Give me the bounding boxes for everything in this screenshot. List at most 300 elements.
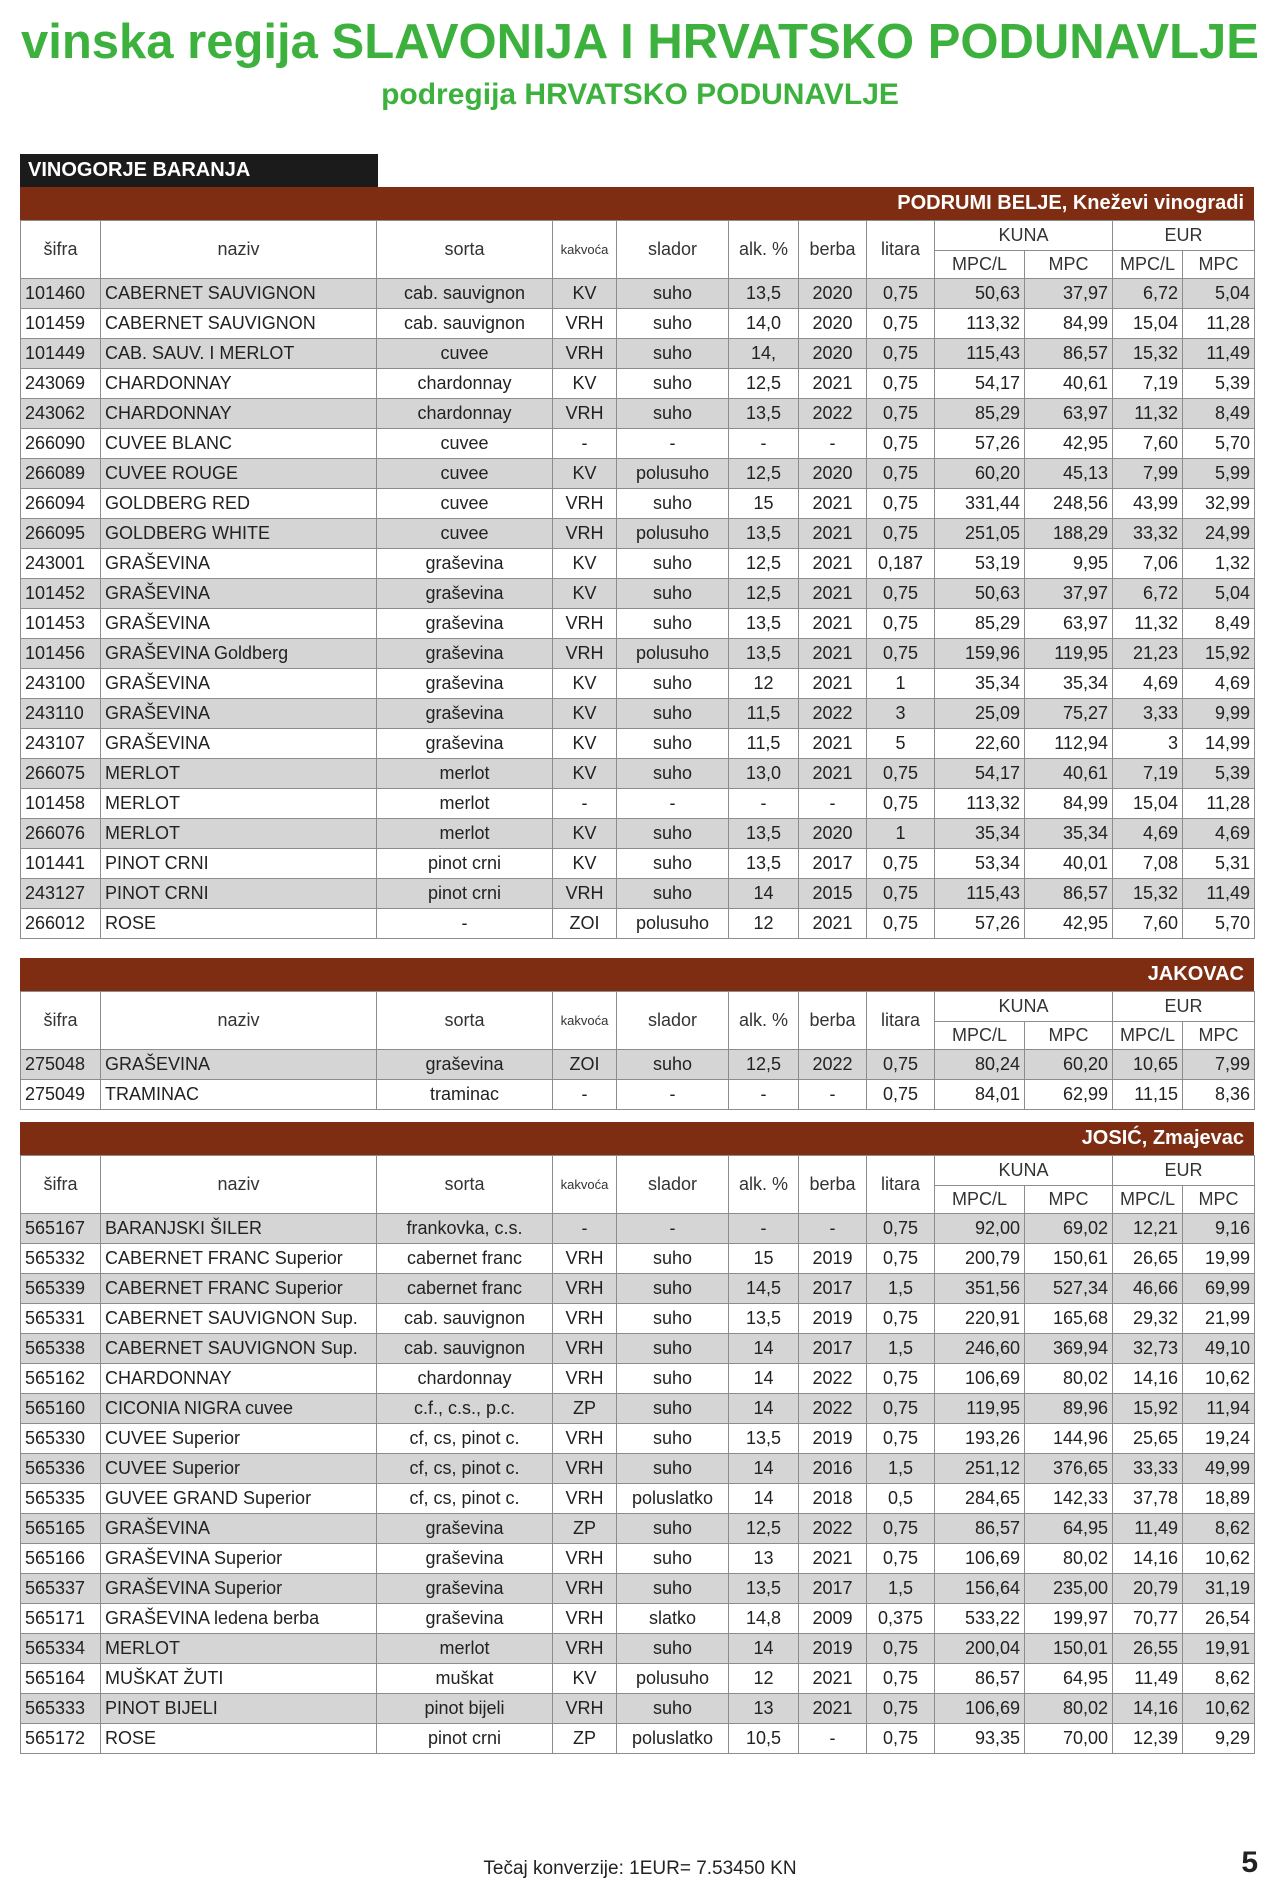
cell-eur-mpc: 8,36 — [1183, 1080, 1255, 1110]
cell-naziv: PINOT CRNI — [101, 849, 377, 879]
cell-berba: 2017 — [799, 1274, 867, 1304]
cell-sorta: pinot crni — [377, 849, 553, 879]
cell-kuna-mpc: 86,57 — [1025, 339, 1113, 369]
cell-alk: 13,5 — [729, 1304, 799, 1334]
cell-kuna-mpc: 376,65 — [1025, 1454, 1113, 1484]
cell-slador: polusuho — [617, 459, 729, 489]
cell-alk: 13,5 — [729, 1424, 799, 1454]
cell-kuna-mpcl: 54,17 — [935, 369, 1025, 399]
cell-berba: 2021 — [799, 1664, 867, 1694]
cell-naziv: GRAŠEVINA — [101, 669, 377, 699]
cell-sorta: graševina — [377, 699, 553, 729]
cell-naziv: GRAŠEVINA — [101, 699, 377, 729]
cell-eur-mpcl: 11,32 — [1113, 609, 1183, 639]
cell-berba: 2022 — [799, 1050, 867, 1080]
table-row — [21, 879, 1255, 909]
cell-kuna-mpc: 369,94 — [1025, 1334, 1113, 1364]
cell-litara: 0,75 — [867, 1364, 935, 1394]
cell-alk: 14,0 — [729, 309, 799, 339]
cell-sorta: muškat — [377, 1664, 553, 1694]
cell-sifra: 565332 — [21, 1244, 101, 1274]
cell-kuna-mpcl: 60,20 — [935, 459, 1025, 489]
cell-kuna-mpcl: 200,04 — [935, 1634, 1025, 1664]
col-kuna-mpc: MPC — [1025, 251, 1113, 279]
cell-kuna-mpc: 144,96 — [1025, 1424, 1113, 1454]
cell-litara: 0,75 — [867, 1394, 935, 1424]
cell-sifra: 275049 — [21, 1080, 101, 1110]
cell-kuna-mpc: 84,99 — [1025, 309, 1113, 339]
cell-naziv: BARANJSKI ŠILER — [101, 1214, 377, 1244]
cell-kakvoca: VRH — [553, 609, 617, 639]
cell-eur-mpcl: 4,69 — [1113, 669, 1183, 699]
cell-eur-mpc: 5,70 — [1183, 429, 1255, 459]
cell-kuna-mpc: 84,99 — [1025, 789, 1113, 819]
col-naziv: naziv — [101, 221, 377, 279]
cell-eur-mpcl: 4,69 — [1113, 819, 1183, 849]
table-row — [21, 1244, 1255, 1274]
cell-eur-mpcl: 12,39 — [1113, 1724, 1183, 1754]
cell-slador: polusuho — [617, 519, 729, 549]
cell-berba: 2021 — [799, 579, 867, 609]
table-row — [21, 1304, 1255, 1334]
cell-kuna-mpcl: 50,63 — [935, 579, 1025, 609]
cell-sifra: 101459 — [21, 309, 101, 339]
cell-slador: poluslatko — [617, 1724, 729, 1754]
table-row — [21, 1634, 1255, 1664]
cell-sifra: 565331 — [21, 1304, 101, 1334]
cell-sifra: 266095 — [21, 519, 101, 549]
table-row — [21, 429, 1255, 459]
cell-berba: 2022 — [799, 1514, 867, 1544]
cell-eur-mpcl: 25,65 — [1113, 1424, 1183, 1454]
cell-kuna-mpc: 45,13 — [1025, 459, 1113, 489]
cell-sifra: 565165 — [21, 1514, 101, 1544]
cell-kuna-mpcl: 53,19 — [935, 549, 1025, 579]
cell-eur-mpcl: 20,79 — [1113, 1574, 1183, 1604]
cell-eur-mpc: 15,92 — [1183, 639, 1255, 669]
cell-eur-mpcl: 15,32 — [1113, 879, 1183, 909]
cell-kuna-mpc: 62,99 — [1025, 1080, 1113, 1110]
cell-litara: 0,187 — [867, 549, 935, 579]
cell-kuna-mpc: 235,00 — [1025, 1574, 1113, 1604]
cell-sifra: 243127 — [21, 879, 101, 909]
col-kuna: KUNA — [935, 1156, 1113, 1186]
cell-sifra: 565162 — [21, 1364, 101, 1394]
cell-kuna-mpcl: 35,34 — [935, 669, 1025, 699]
cell-naziv: CABERNET SAUVIGNON — [101, 309, 377, 339]
cell-berba: 2009 — [799, 1604, 867, 1634]
cell-alk: 14,5 — [729, 1274, 799, 1304]
cell-naziv: CHARDONNAY — [101, 369, 377, 399]
cell-berba: 2021 — [799, 489, 867, 519]
cell-alk: 13 — [729, 1694, 799, 1724]
table-row — [21, 549, 1255, 579]
cell-kuna-mpcl: 106,69 — [935, 1544, 1025, 1574]
cell-litara: 0,75 — [867, 1424, 935, 1454]
cell-slador: suho — [617, 1364, 729, 1394]
cell-litara: 0,75 — [867, 309, 935, 339]
cell-eur-mpcl: 33,32 — [1113, 519, 1183, 549]
cell-alk: 13,5 — [729, 279, 799, 309]
cell-slador: suho — [617, 1574, 729, 1604]
col-alk: alk. % — [729, 992, 799, 1050]
cell-naziv: GRAŠEVINA Superior — [101, 1544, 377, 1574]
cell-kakvoca: VRH — [553, 1604, 617, 1634]
col-kuna-mpc: MPC — [1025, 1186, 1113, 1214]
page-number: 5 — [1241, 1846, 1258, 1879]
cell-naziv: CUVEE Superior — [101, 1424, 377, 1454]
cell-sifra: 266076 — [21, 819, 101, 849]
cell-kuna-mpcl: 156,64 — [935, 1574, 1025, 1604]
cell-kuna-mpc: 112,94 — [1025, 729, 1113, 759]
cell-eur-mpc: 11,49 — [1183, 339, 1255, 369]
cell-eur-mpc: 49,10 — [1183, 1334, 1255, 1364]
cell-litara: 0,75 — [867, 279, 935, 309]
cell-sifra: 565167 — [21, 1214, 101, 1244]
cell-kuna-mpc: 75,27 — [1025, 699, 1113, 729]
cell-eur-mpc: 10,62 — [1183, 1544, 1255, 1574]
cell-eur-mpcl: 26,65 — [1113, 1244, 1183, 1274]
cell-kuna-mpc: 80,02 — [1025, 1694, 1113, 1724]
cell-eur-mpc: 5,70 — [1183, 909, 1255, 939]
cell-slador: suho — [617, 1334, 729, 1364]
cell-kuna-mpcl: 93,35 — [935, 1724, 1025, 1754]
cell-eur-mpc: 19,24 — [1183, 1424, 1255, 1454]
cell-slador: suho — [617, 819, 729, 849]
cell-eur-mpcl: 43,99 — [1113, 489, 1183, 519]
cell-kuna-mpc: 42,95 — [1025, 909, 1113, 939]
cell-sifra: 101460 — [21, 279, 101, 309]
table-row — [21, 489, 1255, 519]
cell-litara: 0,75 — [867, 459, 935, 489]
col-litara: litara — [867, 1156, 935, 1214]
cell-eur-mpcl: 7,19 — [1113, 369, 1183, 399]
cell-kuna-mpc: 35,34 — [1025, 669, 1113, 699]
table-row — [21, 279, 1255, 309]
producer-header: JOSIĆ, Zmajevac — [20, 1122, 1254, 1155]
cell-sorta: graševina — [377, 729, 553, 759]
cell-kakvoca: KV — [553, 459, 617, 489]
cell-berba: 2019 — [799, 1304, 867, 1334]
cell-eur-mpcl: 7,60 — [1113, 909, 1183, 939]
col-sifra: šifra — [21, 992, 101, 1050]
cell-slador: suho — [617, 849, 729, 879]
cell-alk: 12 — [729, 909, 799, 939]
cell-alk: 14 — [729, 1634, 799, 1664]
cell-sifra: 243100 — [21, 669, 101, 699]
col-sorta: sorta — [377, 1156, 553, 1214]
col-sorta: sorta — [377, 992, 553, 1050]
page-title: vinska regija SLAVONIJA I HRVATSKO PODUNAVLJE — [21, 15, 1259, 69]
cell-litara: 0,75 — [867, 1634, 935, 1664]
cell-kuna-mpcl: 54,17 — [935, 759, 1025, 789]
cell-eur-mpc: 11,49 — [1183, 879, 1255, 909]
cell-kuna-mpc: 80,02 — [1025, 1544, 1113, 1574]
cell-slador: suho — [617, 369, 729, 399]
cell-litara: 0,75 — [867, 879, 935, 909]
cell-sorta: cabernet franc — [377, 1274, 553, 1304]
cell-berba: 2022 — [799, 1394, 867, 1424]
cell-berba: 2021 — [799, 639, 867, 669]
cell-kuna-mpcl: 50,63 — [935, 279, 1025, 309]
cell-kakvoca: ZP — [553, 1394, 617, 1424]
cell-naziv: CHARDONNAY — [101, 1364, 377, 1394]
cell-kuna-mpc: 40,61 — [1025, 759, 1113, 789]
cell-naziv: CAB. SAUV. I MERLOT — [101, 339, 377, 369]
cell-eur-mpc: 69,99 — [1183, 1274, 1255, 1304]
cell-berba: 2020 — [799, 309, 867, 339]
cell-slador: polusuho — [617, 909, 729, 939]
col-kuna-mpc: MPC — [1025, 1022, 1113, 1050]
cell-kuna-mpcl: 35,34 — [935, 819, 1025, 849]
cell-kuna-mpcl: 86,57 — [935, 1664, 1025, 1694]
cell-slador: suho — [617, 669, 729, 699]
cell-eur-mpcl: 6,72 — [1113, 279, 1183, 309]
cell-sifra: 101452 — [21, 579, 101, 609]
cell-berba: 2021 — [799, 549, 867, 579]
cell-sorta: pinot bijeli — [377, 1694, 553, 1724]
cell-naziv: GRAŠEVINA — [101, 1050, 377, 1080]
cell-kakvoca: ZOI — [553, 1050, 617, 1080]
wine-table — [20, 1155, 1255, 1754]
cell-alk: 12 — [729, 669, 799, 699]
cell-sorta: graševina — [377, 1514, 553, 1544]
cell-sorta: cabernet franc — [377, 1244, 553, 1274]
col-berba: berba — [799, 992, 867, 1050]
cell-kakvoca: VRH — [553, 1694, 617, 1724]
cell-kuna-mpc: 165,68 — [1025, 1304, 1113, 1334]
cell-sifra: 243110 — [21, 699, 101, 729]
col-slador: slador — [617, 1156, 729, 1214]
cell-alk: 15 — [729, 489, 799, 519]
cell-sorta: cuvee — [377, 459, 553, 489]
cell-kuna-mpcl: 331,44 — [935, 489, 1025, 519]
cell-sifra: 101456 — [21, 639, 101, 669]
cell-sorta: chardonnay — [377, 399, 553, 429]
cell-kuna-mpcl: 86,57 — [935, 1514, 1025, 1544]
col-kuna: KUNA — [935, 221, 1113, 251]
cell-sifra: 565335 — [21, 1484, 101, 1514]
table-row — [21, 1514, 1255, 1544]
cell-naziv: GRAŠEVINA — [101, 549, 377, 579]
cell-eur-mpcl: 15,92 — [1113, 1394, 1183, 1424]
cell-eur-mpc: 11,94 — [1183, 1394, 1255, 1424]
cell-eur-mpc: 5,04 — [1183, 579, 1255, 609]
cell-slador: suho — [617, 279, 729, 309]
cell-berba: 2017 — [799, 1334, 867, 1364]
table-row — [21, 1724, 1255, 1754]
table-row — [21, 1334, 1255, 1364]
cell-slador: suho — [617, 1424, 729, 1454]
cell-berba: 2016 — [799, 1454, 867, 1484]
cell-kuna-mpc: 527,34 — [1025, 1274, 1113, 1304]
cell-kuna-mpc: 63,97 — [1025, 399, 1113, 429]
cell-kuna-mpcl: 251,12 — [935, 1454, 1025, 1484]
wine-table — [20, 220, 1255, 939]
col-eur-mpc: MPC — [1183, 1022, 1255, 1050]
cell-sorta: pinot crni — [377, 879, 553, 909]
cell-sorta: graševina — [377, 1544, 553, 1574]
cell-eur-mpc: 10,62 — [1183, 1364, 1255, 1394]
section-josic — [20, 1122, 1254, 1754]
cell-sorta: cf, cs, pinot c. — [377, 1424, 553, 1454]
cell-alk: 14,8 — [729, 1604, 799, 1634]
cell-kakvoca: KV — [553, 729, 617, 759]
cell-naziv: CABERNET SAUVIGNON — [101, 279, 377, 309]
cell-litara: 3 — [867, 699, 935, 729]
cell-slador: suho — [617, 1514, 729, 1544]
col-slador: slador — [617, 992, 729, 1050]
cell-litara: 0,75 — [867, 1724, 935, 1754]
cell-sifra: 266075 — [21, 759, 101, 789]
vinogorje-label: VINOGORJE BARANJA — [20, 154, 378, 187]
cell-berba: 2021 — [799, 909, 867, 939]
cell-sifra: 101441 — [21, 849, 101, 879]
cell-alk: 12,5 — [729, 549, 799, 579]
col-eur-mpc: MPC — [1183, 251, 1255, 279]
cell-sorta: chardonnay — [377, 1364, 553, 1394]
cell-eur-mpcl: 10,65 — [1113, 1050, 1183, 1080]
cell-kakvoca: KV — [553, 549, 617, 579]
cell-eur-mpc: 7,99 — [1183, 1050, 1255, 1080]
cell-litara: 0,75 — [867, 1080, 935, 1110]
cell-sorta: merlot — [377, 1634, 553, 1664]
table-row — [21, 1544, 1255, 1574]
cell-eur-mpcl: 33,33 — [1113, 1454, 1183, 1484]
cell-kakvoca: VRH — [553, 879, 617, 909]
cell-naziv: PINOT BIJELI — [101, 1694, 377, 1724]
cell-berba: - — [799, 429, 867, 459]
cell-kuna-mpcl: 92,00 — [935, 1214, 1025, 1244]
table-row — [21, 1080, 1255, 1110]
table-row — [21, 369, 1255, 399]
col-naziv: naziv — [101, 1156, 377, 1214]
table-row — [21, 1274, 1255, 1304]
cell-kuna-mpc: 199,97 — [1025, 1604, 1113, 1634]
cell-eur-mpcl: 7,08 — [1113, 849, 1183, 879]
cell-berba: 2022 — [799, 1364, 867, 1394]
cell-berba: 2021 — [799, 609, 867, 639]
table-row — [21, 819, 1255, 849]
cell-kuna-mpc: 40,61 — [1025, 369, 1113, 399]
table-row — [21, 339, 1255, 369]
cell-berba: 2019 — [799, 1244, 867, 1274]
cell-kuna-mpcl: 220,91 — [935, 1304, 1025, 1334]
cell-naziv: GRAŠEVINA — [101, 1514, 377, 1544]
cell-litara: 0,75 — [867, 369, 935, 399]
cell-sorta: c.f., c.s., p.c. — [377, 1394, 553, 1424]
section-jakovac — [20, 958, 1254, 1110]
cell-litara: 0,75 — [867, 429, 935, 459]
cell-eur-mpcl: 11,49 — [1113, 1664, 1183, 1694]
col-eur: EUR — [1113, 221, 1255, 251]
cell-kuna-mpcl: 85,29 — [935, 609, 1025, 639]
cell-litara: 0,75 — [867, 609, 935, 639]
cell-litara: 0,75 — [867, 759, 935, 789]
cell-kakvoca: KV — [553, 759, 617, 789]
cell-berba: 2017 — [799, 849, 867, 879]
cell-sifra: 101453 — [21, 609, 101, 639]
cell-kuna-mpcl: 119,95 — [935, 1394, 1025, 1424]
cell-alk: 14 — [729, 1484, 799, 1514]
cell-naziv: CABERNET SAUVIGNON Sup. — [101, 1304, 377, 1334]
cell-eur-mpcl: 7,06 — [1113, 549, 1183, 579]
cell-slador: suho — [617, 1394, 729, 1424]
cell-sifra: 266090 — [21, 429, 101, 459]
cell-sifra: 565171 — [21, 1604, 101, 1634]
cell-kakvoca: VRH — [553, 1334, 617, 1364]
cell-sorta: cf, cs, pinot c. — [377, 1484, 553, 1514]
cell-sorta: graševina — [377, 609, 553, 639]
cell-alk: - — [729, 429, 799, 459]
cell-kakvoca: VRH — [553, 339, 617, 369]
cell-sifra: 565339 — [21, 1274, 101, 1304]
cell-litara: 0,75 — [867, 1214, 935, 1244]
cell-naziv: CABERNET FRANC Superior — [101, 1274, 377, 1304]
cell-berba: 2020 — [799, 279, 867, 309]
cell-kuna-mpc: 89,96 — [1025, 1394, 1113, 1424]
cell-kuna-mpc: 64,95 — [1025, 1514, 1113, 1544]
cell-sorta: chardonnay — [377, 369, 553, 399]
table-row — [21, 1694, 1255, 1724]
cell-litara: 0,75 — [867, 1304, 935, 1334]
table-row — [21, 1394, 1255, 1424]
cell-naziv: CABERNET FRANC Superior — [101, 1244, 377, 1274]
cell-sorta: cab. sauvignon — [377, 309, 553, 339]
cell-naziv: CUVEE ROUGE — [101, 459, 377, 489]
cell-alk: 14 — [729, 1334, 799, 1364]
cell-alk: 13,5 — [729, 399, 799, 429]
cell-slador: suho — [617, 699, 729, 729]
cell-sorta: merlot — [377, 759, 553, 789]
cell-kuna-mpcl: 106,69 — [935, 1694, 1025, 1724]
cell-eur-mpc: 1,32 — [1183, 549, 1255, 579]
cell-kuna-mpc: 35,34 — [1025, 819, 1113, 849]
cell-eur-mpc: 8,62 — [1183, 1514, 1255, 1544]
cell-alk: 14 — [729, 1454, 799, 1484]
table-row — [21, 669, 1255, 699]
cell-eur-mpc: 4,69 — [1183, 819, 1255, 849]
cell-sorta: merlot — [377, 789, 553, 819]
cell-kuna-mpcl: 22,60 — [935, 729, 1025, 759]
cell-eur-mpc: 31,19 — [1183, 1574, 1255, 1604]
cell-kakvoca: ZOI — [553, 909, 617, 939]
cell-sifra: 565172 — [21, 1724, 101, 1754]
col-kuna-mpcl: MPC/L — [935, 1186, 1025, 1214]
cell-alk: 14 — [729, 879, 799, 909]
cell-naziv: CHARDONNAY — [101, 399, 377, 429]
table-row — [21, 909, 1255, 939]
col-sifra: šifra — [21, 1156, 101, 1214]
cell-sorta: cab. sauvignon — [377, 1304, 553, 1334]
cell-eur-mpc: 9,29 — [1183, 1724, 1255, 1754]
cell-kuna-mpcl: 351,56 — [935, 1274, 1025, 1304]
cell-slador: suho — [617, 729, 729, 759]
cell-slador: - — [617, 1214, 729, 1244]
col-slador: slador — [617, 221, 729, 279]
cell-slador: suho — [617, 549, 729, 579]
cell-eur-mpcl: 26,55 — [1113, 1634, 1183, 1664]
cell-berba: 2019 — [799, 1634, 867, 1664]
cell-kuna-mpc: 80,02 — [1025, 1364, 1113, 1394]
cell-kuna-mpcl: 53,34 — [935, 849, 1025, 879]
cell-berba: 2021 — [799, 729, 867, 759]
cell-alk: 12,5 — [729, 1514, 799, 1544]
table-row — [21, 1214, 1255, 1244]
cell-kuna-mpc: 70,00 — [1025, 1724, 1113, 1754]
cell-litara: 0,5 — [867, 1484, 935, 1514]
cell-eur-mpcl: 14,16 — [1113, 1364, 1183, 1394]
